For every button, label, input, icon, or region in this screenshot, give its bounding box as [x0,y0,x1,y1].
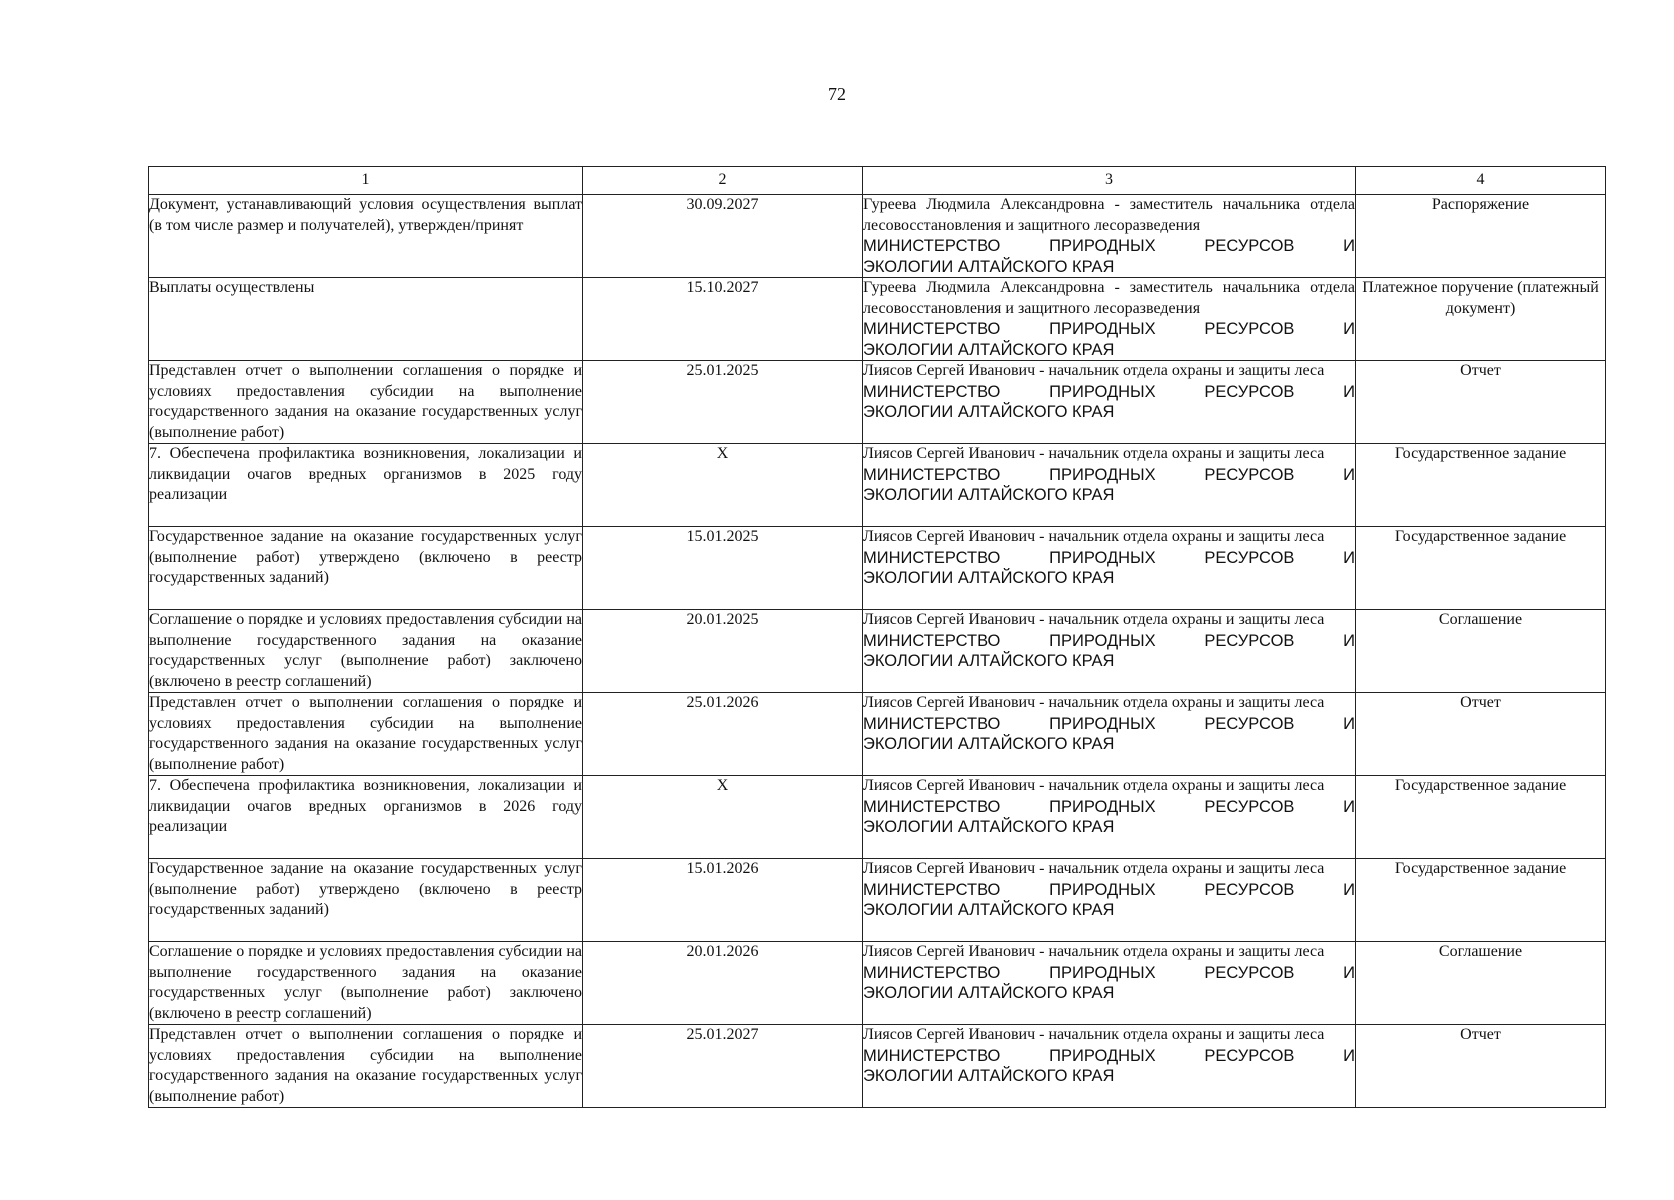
organization-line-2: ЭКОЛОГИИ АЛТАЙСКОГО КРАЯ [863,652,1115,670]
organization-line-1: МИНИСТЕРСТВО ПРИРОДНЫХ РЕСУРСОВ И [863,963,1355,982]
organization-line-2: ЭКОЛОГИИ АЛТАЙСКОГО КРАЯ [863,1067,1115,1085]
table-row [149,278,1606,361]
document-type-cell [1356,278,1606,361]
header-col-2: 2 [583,167,863,195]
document-type-text: Государственное задание [1394,860,1567,877]
document-type-cell [1356,942,1606,1025]
date-cell [583,693,863,776]
responsible-cell [863,278,1356,361]
date-cell [583,278,863,361]
event-text: Выплаты осуществлены [149,279,315,296]
organization-line-1: МИНИСТЕРСТВО ПРИРОДНЫХ РЕСУРСОВ И [863,320,1355,338]
responsible-cell [863,610,1356,693]
organization-line-2: ЭКОЛОГИИ АЛТАЙСКОГО КРАЯ [863,403,1115,421]
event-text: 7. Обеспечена профилактика возникновения, локализации и ликвидации очагов вредных организмов в 2025 году реализации [149,445,582,503]
document-type-cell [1356,527,1606,610]
document-type-text: Отчет [1460,362,1501,379]
table-body [149,195,1606,1108]
date-text: 30.09.2027 [686,196,759,213]
event-cell [149,693,583,776]
document-type-cell [1356,361,1606,444]
event-text: Соглашение о порядке и условиях предоставления субсидии на выполнение государственного задания на оказание государственных услуг (выполнение работ) заключено (включено в реестр соглашений) [149,943,582,1022]
event-cell [149,1025,583,1108]
event-text: 7. Обеспечена профилактика возникновения, локализации и ликвидации очагов вредных организмов в 2026 году реализации [149,777,582,835]
responsible-cell [863,1025,1356,1108]
document-type-cell [1356,195,1606,278]
document-type-cell [1356,776,1606,859]
responsible-cell [863,527,1356,610]
organization-line-1: МИНИСТЕРСТВО ПРИРОДНЫХ РЕСУРСОВ И [863,382,1355,401]
organization-line-2: ЭКОЛОГИИ АЛТАЙСКОГО КРАЯ [863,818,1115,836]
document-type-text: Государственное задание [1394,777,1567,794]
event-cell [149,610,583,693]
document-type-cell [1356,1025,1606,1108]
organization-line-1: МИНИСТЕРСТВО ПРИРОДНЫХ РЕСУРСОВ И [863,631,1355,650]
organization-line-2: ЭКОЛОГИИ АЛТАЙСКОГО КРАЯ [863,340,1115,359]
header-col-4: 4 [1356,167,1606,195]
document-type-cell [1356,444,1606,527]
responsible-cell [863,195,1356,278]
date-cell [583,776,863,859]
event-text: Соглашение о порядке и условиях предоставления субсидии на выполнение государственного задания на оказание государственных услуг (выполнение работ) заключено (включено в реестр соглашений) [149,611,582,690]
organization-line-2: ЭКОЛОГИИ АЛТАЙСКОГО КРАЯ [863,569,1115,587]
responsible-person: Гуреева Людмила Александровна - заместитель начальника отдела лесовосстановления и защитного лесоразведения [863,196,1355,234]
header-col-3: 3 [863,167,1356,195]
event-cell [149,859,583,942]
responsible-person: Лиясов Сергей Иванович - начальник отдела охраны и защиты леса [863,611,1325,628]
organization-line-2: ЭКОЛОГИИ АЛТАЙСКОГО КРАЯ [863,486,1115,504]
document-type-text: Соглашение [1438,611,1523,628]
date-cell [583,361,863,444]
event-text: Представлен отчет о выполнении соглашения о порядке и условиях предоставления субсидии на выполнение государственного задания на оказание государственных услуг (выполнение работ) [149,1026,582,1105]
date-text: 25.01.2026 [686,694,759,711]
responsible-person: Лиясов Сергей Иванович - начальник отдела охраны и защиты леса [863,445,1325,462]
event-text: Государственное задание на оказание государственных услуг (выполнение работ) утверждено (включено в реестр государственных заданий) [149,860,582,918]
table-row [149,693,1606,776]
document-type-text: Соглашение [1438,943,1523,960]
plan-table [148,166,1606,1108]
document-type-text: Платежное поручение (платежный документ) [1362,279,1599,317]
responsible-cell [863,859,1356,942]
header-col-1: 1 [149,167,583,195]
date-cell [583,942,863,1025]
organization-line-2: ЭКОЛОГИИ АЛТАЙСКОГО КРАЯ [863,257,1115,276]
document-type-text: Отчет [1460,694,1501,711]
responsible-person: Лиясов Сергей Иванович - начальник отдела охраны и защиты леса [863,860,1325,877]
organization-line-1: МИНИСТЕРСТВО ПРИРОДНЫХ РЕСУРСОВ И [863,1046,1355,1065]
event-cell [149,195,583,278]
date-text: 25.01.2025 [686,362,759,379]
responsible-cell [863,361,1356,444]
date-text: 15.01.2025 [686,528,759,545]
document-type-cell [1356,610,1606,693]
event-text: Представлен отчет о выполнении соглашения о порядке и условиях предоставления субсидии на выполнение государственного задания на оказание государственных услуг (выполнение работ) [149,694,582,773]
document-type-text: Государственное задание [1394,445,1567,462]
organization-line-1: МИНИСТЕРСТВО ПРИРОДНЫХ РЕСУРСОВ И [863,714,1355,733]
date-text: X [716,777,729,794]
document-type-cell [1356,859,1606,942]
responsible-person: Лиясов Сергей Иванович - начальник отдела охраны и защиты леса [863,943,1325,960]
header-row [149,167,1606,195]
event-cell [149,361,583,444]
date-cell [583,859,863,942]
table-row [149,195,1606,278]
responsible-cell [863,776,1356,859]
responsible-person: Лиясов Сергей Иванович - начальник отдела охраны и защиты леса [863,528,1325,545]
organization-line-2: ЭКОЛОГИИ АЛТАЙСКОГО КРАЯ [863,901,1115,919]
table-row [149,942,1606,1025]
responsible-cell [863,693,1356,776]
responsible-person: Гуреева Людмила Александровна - заместитель начальника отдела лесовосстановления и защитного лесоразведения [863,279,1355,317]
document-type-text: Распоряжение [1431,196,1530,213]
event-cell [149,444,583,527]
document-type-text: Государственное задание [1394,528,1567,545]
responsible-person: Лиясов Сергей Иванович - начальник отдела охраны и защиты леса [863,362,1325,379]
responsible-person: Лиясов Сергей Иванович - начальник отдела охраны и защиты леса [863,694,1325,711]
date-cell [583,195,863,278]
date-cell [583,444,863,527]
organization-line-2: ЭКОЛОГИИ АЛТАЙСКОГО КРАЯ [863,984,1115,1002]
organization-line-1: МИНИСТЕРСТВО ПРИРОДНЫХ РЕСУРСОВ И [863,880,1355,899]
table-row [149,361,1606,444]
date-cell [583,1025,863,1108]
document-type-cell [1356,693,1606,776]
date-cell [583,527,863,610]
date-text: 25.01.2027 [686,1026,759,1043]
date-text: 15.10.2027 [686,279,759,296]
responsible-person: Лиясов Сергей Иванович - начальник отдела охраны и защиты леса [863,777,1325,794]
table-row [149,859,1606,942]
date-cell [583,610,863,693]
date-text: 15.01.2026 [686,860,759,877]
event-cell [149,776,583,859]
organization-line-1: МИНИСТЕРСТВО ПРИРОДНЫХ РЕСУРСОВ И [863,548,1355,567]
responsible-cell [863,942,1356,1025]
table-row [149,610,1606,693]
event-cell [149,278,583,361]
date-text: X [716,445,729,462]
date-text: 20.01.2025 [686,611,759,628]
organization-line-1: МИНИСТЕРСТВО ПРИРОДНЫХ РЕСУРСОВ И [863,237,1355,255]
event-cell [149,942,583,1025]
organization-line-2: ЭКОЛОГИИ АЛТАЙСКОГО КРАЯ [863,735,1115,753]
table-row [149,776,1606,859]
organization-line-1: МИНИСТЕРСТВО ПРИРОДНЫХ РЕСУРСОВ И [863,797,1355,816]
page-number: 72 [828,84,846,104]
event-cell [149,527,583,610]
event-text: Документ, устанавливающий условия осуществления выплат (в том числе размер и получателей), утвержден/принят [149,196,582,234]
document-type-text: Отчет [1460,1026,1501,1043]
event-text: Представлен отчет о выполнении соглашения о порядке и условиях предоставления субсидии на выполнение государственного задания на оказание государственных услуг (выполнение работ) [149,362,582,441]
date-text: 20.01.2026 [686,943,759,960]
responsible-cell [863,444,1356,527]
table-row [149,1025,1606,1108]
table-row [149,527,1606,610]
table-row [149,444,1606,527]
organization-line-1: МИНИСТЕРСТВО ПРИРОДНЫХ РЕСУРСОВ И [863,465,1355,484]
event-text: Государственное задание на оказание государственных услуг (выполнение работ) утверждено (включено в реестр государственных заданий) [149,528,582,586]
responsible-person: Лиясов Сергей Иванович - начальник отдела охраны и защиты леса [863,1026,1325,1043]
